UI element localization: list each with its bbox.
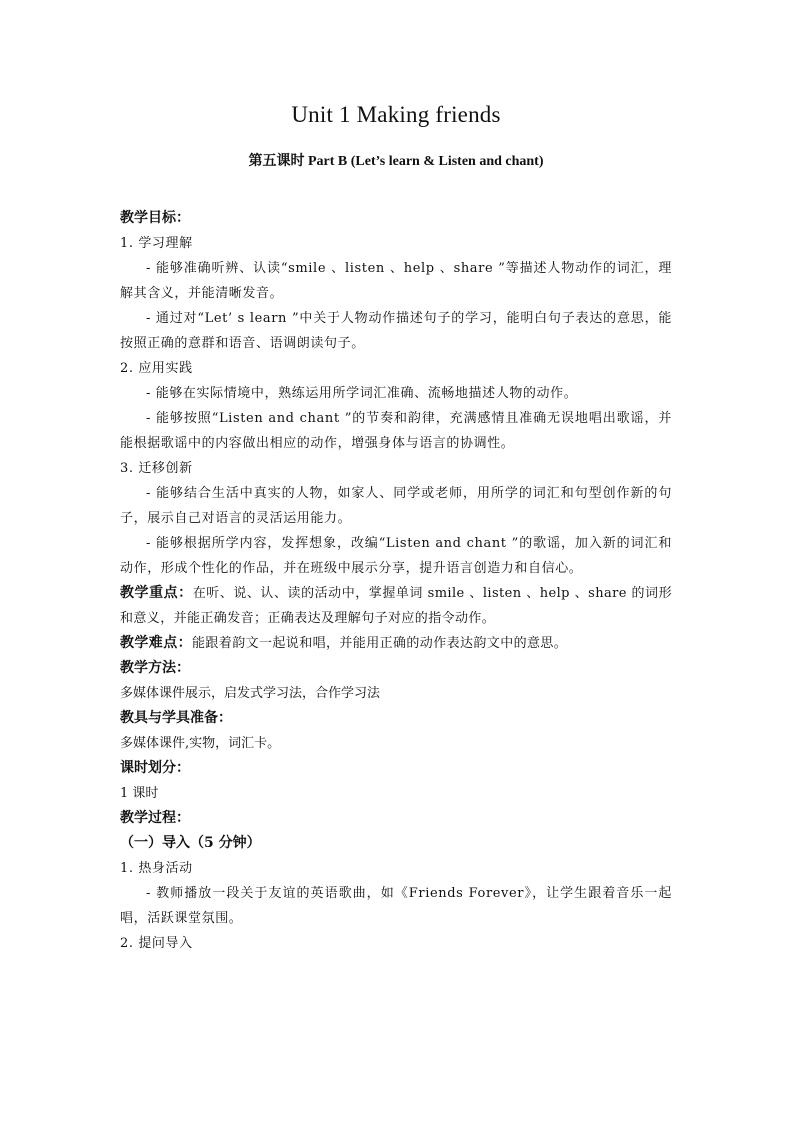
methods-heading: 教学方法： bbox=[120, 660, 190, 676]
periods-heading: 课时划分： bbox=[120, 760, 190, 776]
difficulties-paragraph bbox=[120, 631, 672, 656]
process-heading: 教学过程： bbox=[120, 810, 190, 826]
difficulties-text: 能跟着韵文一起说和唱，并能用正确的动作表达韵文中的意思。 bbox=[192, 636, 568, 651]
process-item-1-text: - 教师播放一段关于友谊的英语歌曲，如《Friends Forever》，让学生跟着音乐一起唱，活跃课堂氛围。 bbox=[120, 886, 672, 926]
objective-2-label: 2. 应用实践 bbox=[120, 361, 193, 376]
objective-3-point-1: - 能够结合生活中真实的人物，如家人、同学或老师，用所学的词汇和句型创作新的句子，展示自己对语言的灵活运用能力。 bbox=[120, 486, 672, 526]
difficulties-label: 教学难点： bbox=[120, 635, 192, 651]
objectives-heading: 教学目标： bbox=[120, 210, 190, 226]
materials-text: 多媒体课件,实物，词汇卡。 bbox=[120, 736, 281, 751]
objective-3-point-2: - 能够根据所学内容，发挥想象，改编“Listen and chant ”的歌谣，加入新的词汇和动作，形成个性化的作品，并在班级中展示分享，提升语言创造力和自信心。 bbox=[120, 536, 672, 576]
methods-text: 多媒体课件展示，启发式学习法，合作学习法 bbox=[120, 686, 381, 701]
process-item-2-label: 2. 提问导入 bbox=[120, 936, 193, 951]
key-points-paragraph bbox=[120, 581, 672, 631]
objective-3-label: 3. 迁移创新 bbox=[120, 461, 193, 476]
document-title: Unit 1 Making friends bbox=[291, 102, 501, 127]
objective-1-point-2: - 通过对“Let’ s learn ”中关于人物动作描述句子的学习，能明白句子表达的意思，能按照正确的意群和语音、语调朗读句子。 bbox=[120, 311, 672, 351]
objective-1-point-1: - 能够准确听辨、认读“smile 、listen 、help 、share ”等描述人物动作的词汇，理解其含义，并能清晰发音。 bbox=[120, 261, 672, 301]
key-points-text: 在听、说、认、读的活动中，掌握单词 smile 、listen 、help 、share 的词形和意义，并能正确发音；正确表达及理解句子对应的指令动作。 bbox=[120, 586, 672, 626]
process-section-1: （一）导入（5 分钟） bbox=[120, 835, 261, 851]
materials-heading: 教具与学具准备： bbox=[120, 710, 232, 726]
objective-1-label: 1. 学习理解 bbox=[120, 236, 193, 251]
process-item-1-label: 1. 热身活动 bbox=[120, 861, 193, 876]
key-points-label: 教学重点： bbox=[120, 585, 193, 601]
objective-2-point-1: - 能够在实际情境中，熟练运用所学词汇准确、流畅地描述人物的动作。 bbox=[146, 386, 578, 401]
objective-2-point-2: - 能够按照“Listen and chant ”的节奏和韵律，充满感情且准确无误地唱出歌谣，并能根据歌谣中的内容做出相应的动作，增强身体与语言的协调性。 bbox=[120, 411, 672, 451]
periods-text: 1 课时 bbox=[120, 786, 159, 801]
lesson-subtitle: 第五课时 Part B (Let’s learn & Listen and chant) bbox=[248, 154, 544, 169]
